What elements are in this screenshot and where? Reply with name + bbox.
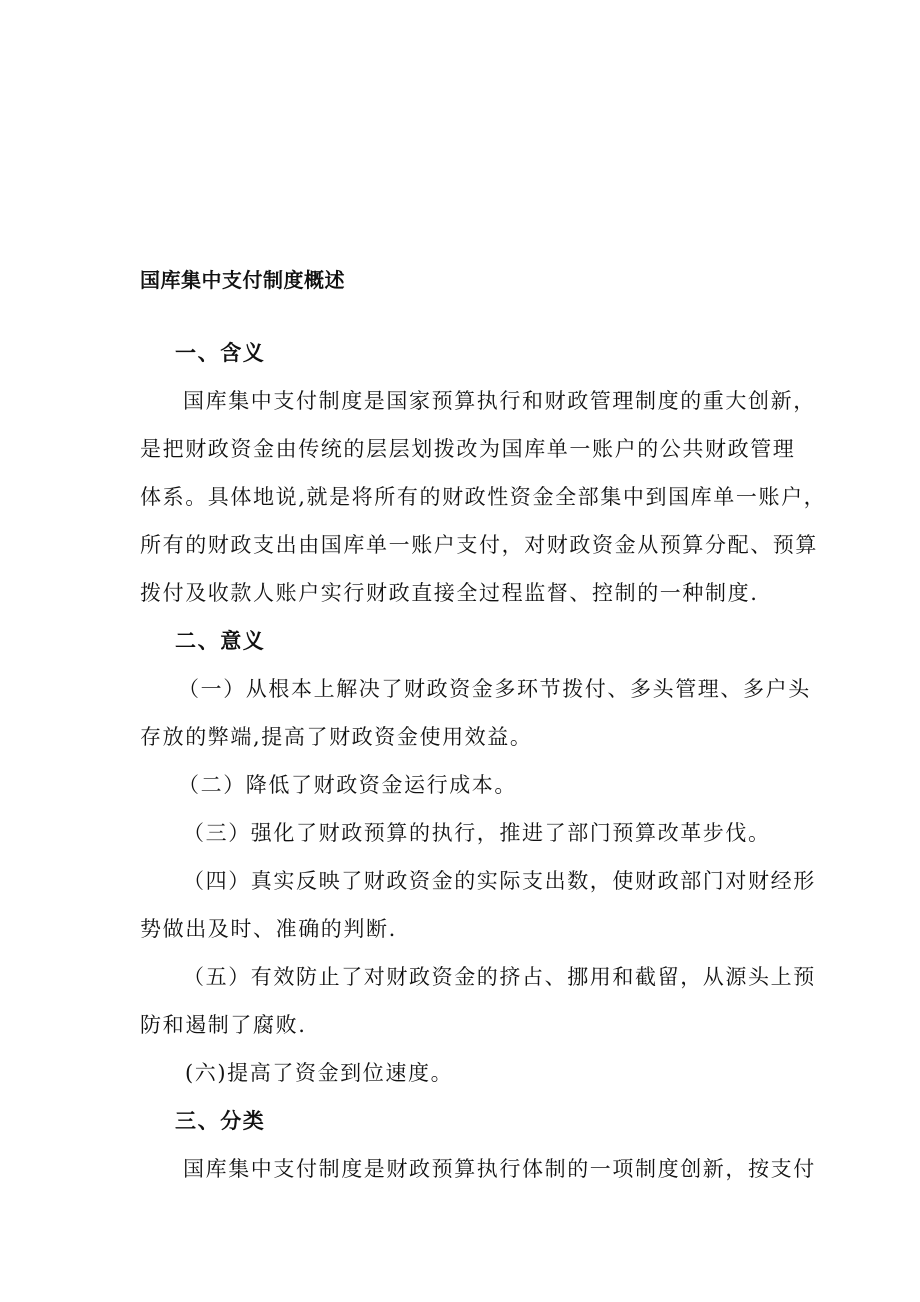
paragraph-line: 国库集中支付制度是财政预算执行体制的一项制度创新，按支付 bbox=[183, 1157, 816, 1181]
paragraph-line: 所有的财政支出由国库单一账户支付，对财政资金从预算分配、预算 bbox=[140, 533, 818, 557]
document-title: 国库集中支付制度概述 bbox=[140, 268, 345, 292]
heading-classification: 三、分类 bbox=[175, 1108, 266, 1133]
paragraph-line: 是把财政资金由传统的层层划拨改为国库单一账户的公共财政管理 bbox=[140, 437, 796, 461]
paragraph-line: （一）从根本上解决了财政资金多环节拨付、多头管理、多户头 bbox=[178, 677, 811, 701]
paragraph-line: （三）强化了财政预算的执行，推进了部门预算改革步伐。 bbox=[183, 821, 771, 845]
paragraph-line: （四）真实反映了财政资金的实际支出数，使财政部门对财经形 bbox=[183, 869, 816, 893]
heading-meaning: 一、含义 bbox=[175, 340, 266, 365]
paragraph-line: （二）降低了财政资金运行成本。 bbox=[178, 773, 517, 797]
paragraph-line: 存放的弊端,提高了财政资金使用效益。 bbox=[140, 725, 533, 749]
paragraph-line: （五）有效防止了对财政资金的挤占、挪用和截留，从源头上预 bbox=[183, 965, 816, 989]
heading-significance: 二、意义 bbox=[175, 628, 266, 653]
paragraph-line: 拨付及收款人账户实行财政直接全过程监督、控制的一种制度. bbox=[140, 581, 759, 605]
paragraph-line: 防和遏制了腐败. bbox=[140, 1013, 307, 1037]
paragraph-line: 国库集中支付制度是国家预算执行和财政管理制度的重大创新， bbox=[183, 389, 816, 413]
paragraph-line: 势做出及时、准确的判断. bbox=[140, 917, 397, 941]
paragraph-line: 体系。具体地说,就是将所有的财政性资金全部集中到国库单一账户， bbox=[140, 485, 827, 509]
paragraph-line: (六)提高了资金到位速度。 bbox=[185, 1061, 454, 1085]
